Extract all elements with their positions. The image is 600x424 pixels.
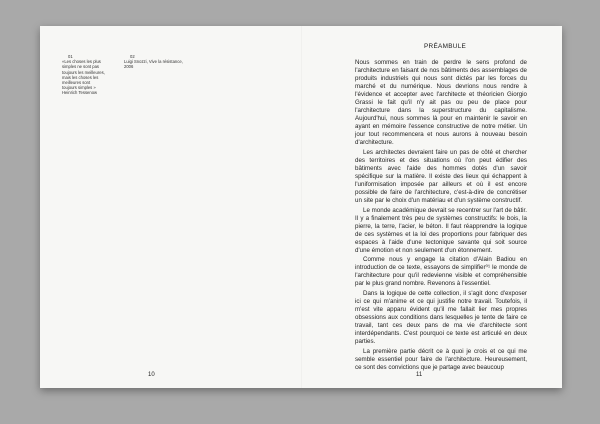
paragraph: La première partie décrit ce à quoi je crois et ce qui me semble essentiel pour faire de l'architecture. Heureusement, ce sont des convictions que je partage avec beaucoup [355,347,527,371]
footnote-text: «Les choses les plus simples ne sont pas toujours les meilleures, mais les choses les meilleures sont toujours simples » Heinrich Tessenow [62,59,105,96]
paragraph: Dans la logique de cette collection, il s'agit donc d'exposer ici ce qui m'anime et ce qui justifie notre travail. Toutefois, il m'est vite apparu évident qu'il me fallait lier mes propres obsessions aux conditions dans lesquelles je tente de faire ce travail, tant ces deux pans de ma vie d'architecte sont interdépendants. C'est pourquoi ce texte est articulé en deux parties. [355,289,527,346]
book-spread [40,26,562,388]
page-title: PRÉAMBULE [424,43,467,50]
paragraph: Nous sommes en train de perdre le sens profond de l'architecture en faisant de nos bâtiments des assemblages de produits industriels qui nous sont dictés par les forces du marché et du numérique. Nous devrions nous rendre à l'évidence et accepter avec l'architecte et théoricien Giorgio Grassi le fait qu'il n'y ait pas ou peu de place pour l'architecture dans la superstructure du capitalisme. Aujourd'hui, nous sommes là pour en maintenir le savoir en ayant en mémoire l'essence constructive de notre métier. Un jour tout recommencera et nous aurons à nouveau besoin d'architecture. [355,59,527,147]
footnote-number: 01 [68,54,73,59]
page-number-right: 11 [416,372,423,378]
page-number-left: 10 [148,372,155,378]
footnote-number: 02 [130,54,135,59]
footnote-02 [124,54,186,70]
body-text [355,59,527,373]
book-gutter [301,26,302,388]
footnote-01 [62,54,106,96]
paragraph: Les architectes devraient faire un pas de côté et chercher des territoires et des situations où l'on peut édifier des bâtiments avec l'aide des hommes dotés d'un savoir spécifique sur la matière. Il existe des lieux qui échappent à l'uniformisation imposée par ailleurs et où il est encore possible de faire de l'architecture, c'est-à-dire de concrétiser un site par le choix d'un matériau et d'un système constructif. [355,148,527,205]
footnote-text: Luigi Snozzi, Vive la résistance, 2006 [124,59,183,70]
paragraph: Le monde académique devrait se recentrer sur l'art de bâtir. Il y a finalement très peu de systèmes constructifs: le bois, la pierre, la terre, l'acier, le béton. Il faut réapprendre la logique de ces systèmes et la loi des proportions pour fabriquer des espaces à l'aide d'une tectonique savante qui soit source d'une émotion et non seulement d'un étonnement. [355,206,527,254]
paragraph: Comme nous y engage la citation d'Alain Badiou en introduction de ce texte, essayons de simplifier⁰¹ le monde de l'architecture pour qu'il redevienne visible et compréhensible par le plus grand nombre. Revenons à l'essentiel. [355,256,527,288]
